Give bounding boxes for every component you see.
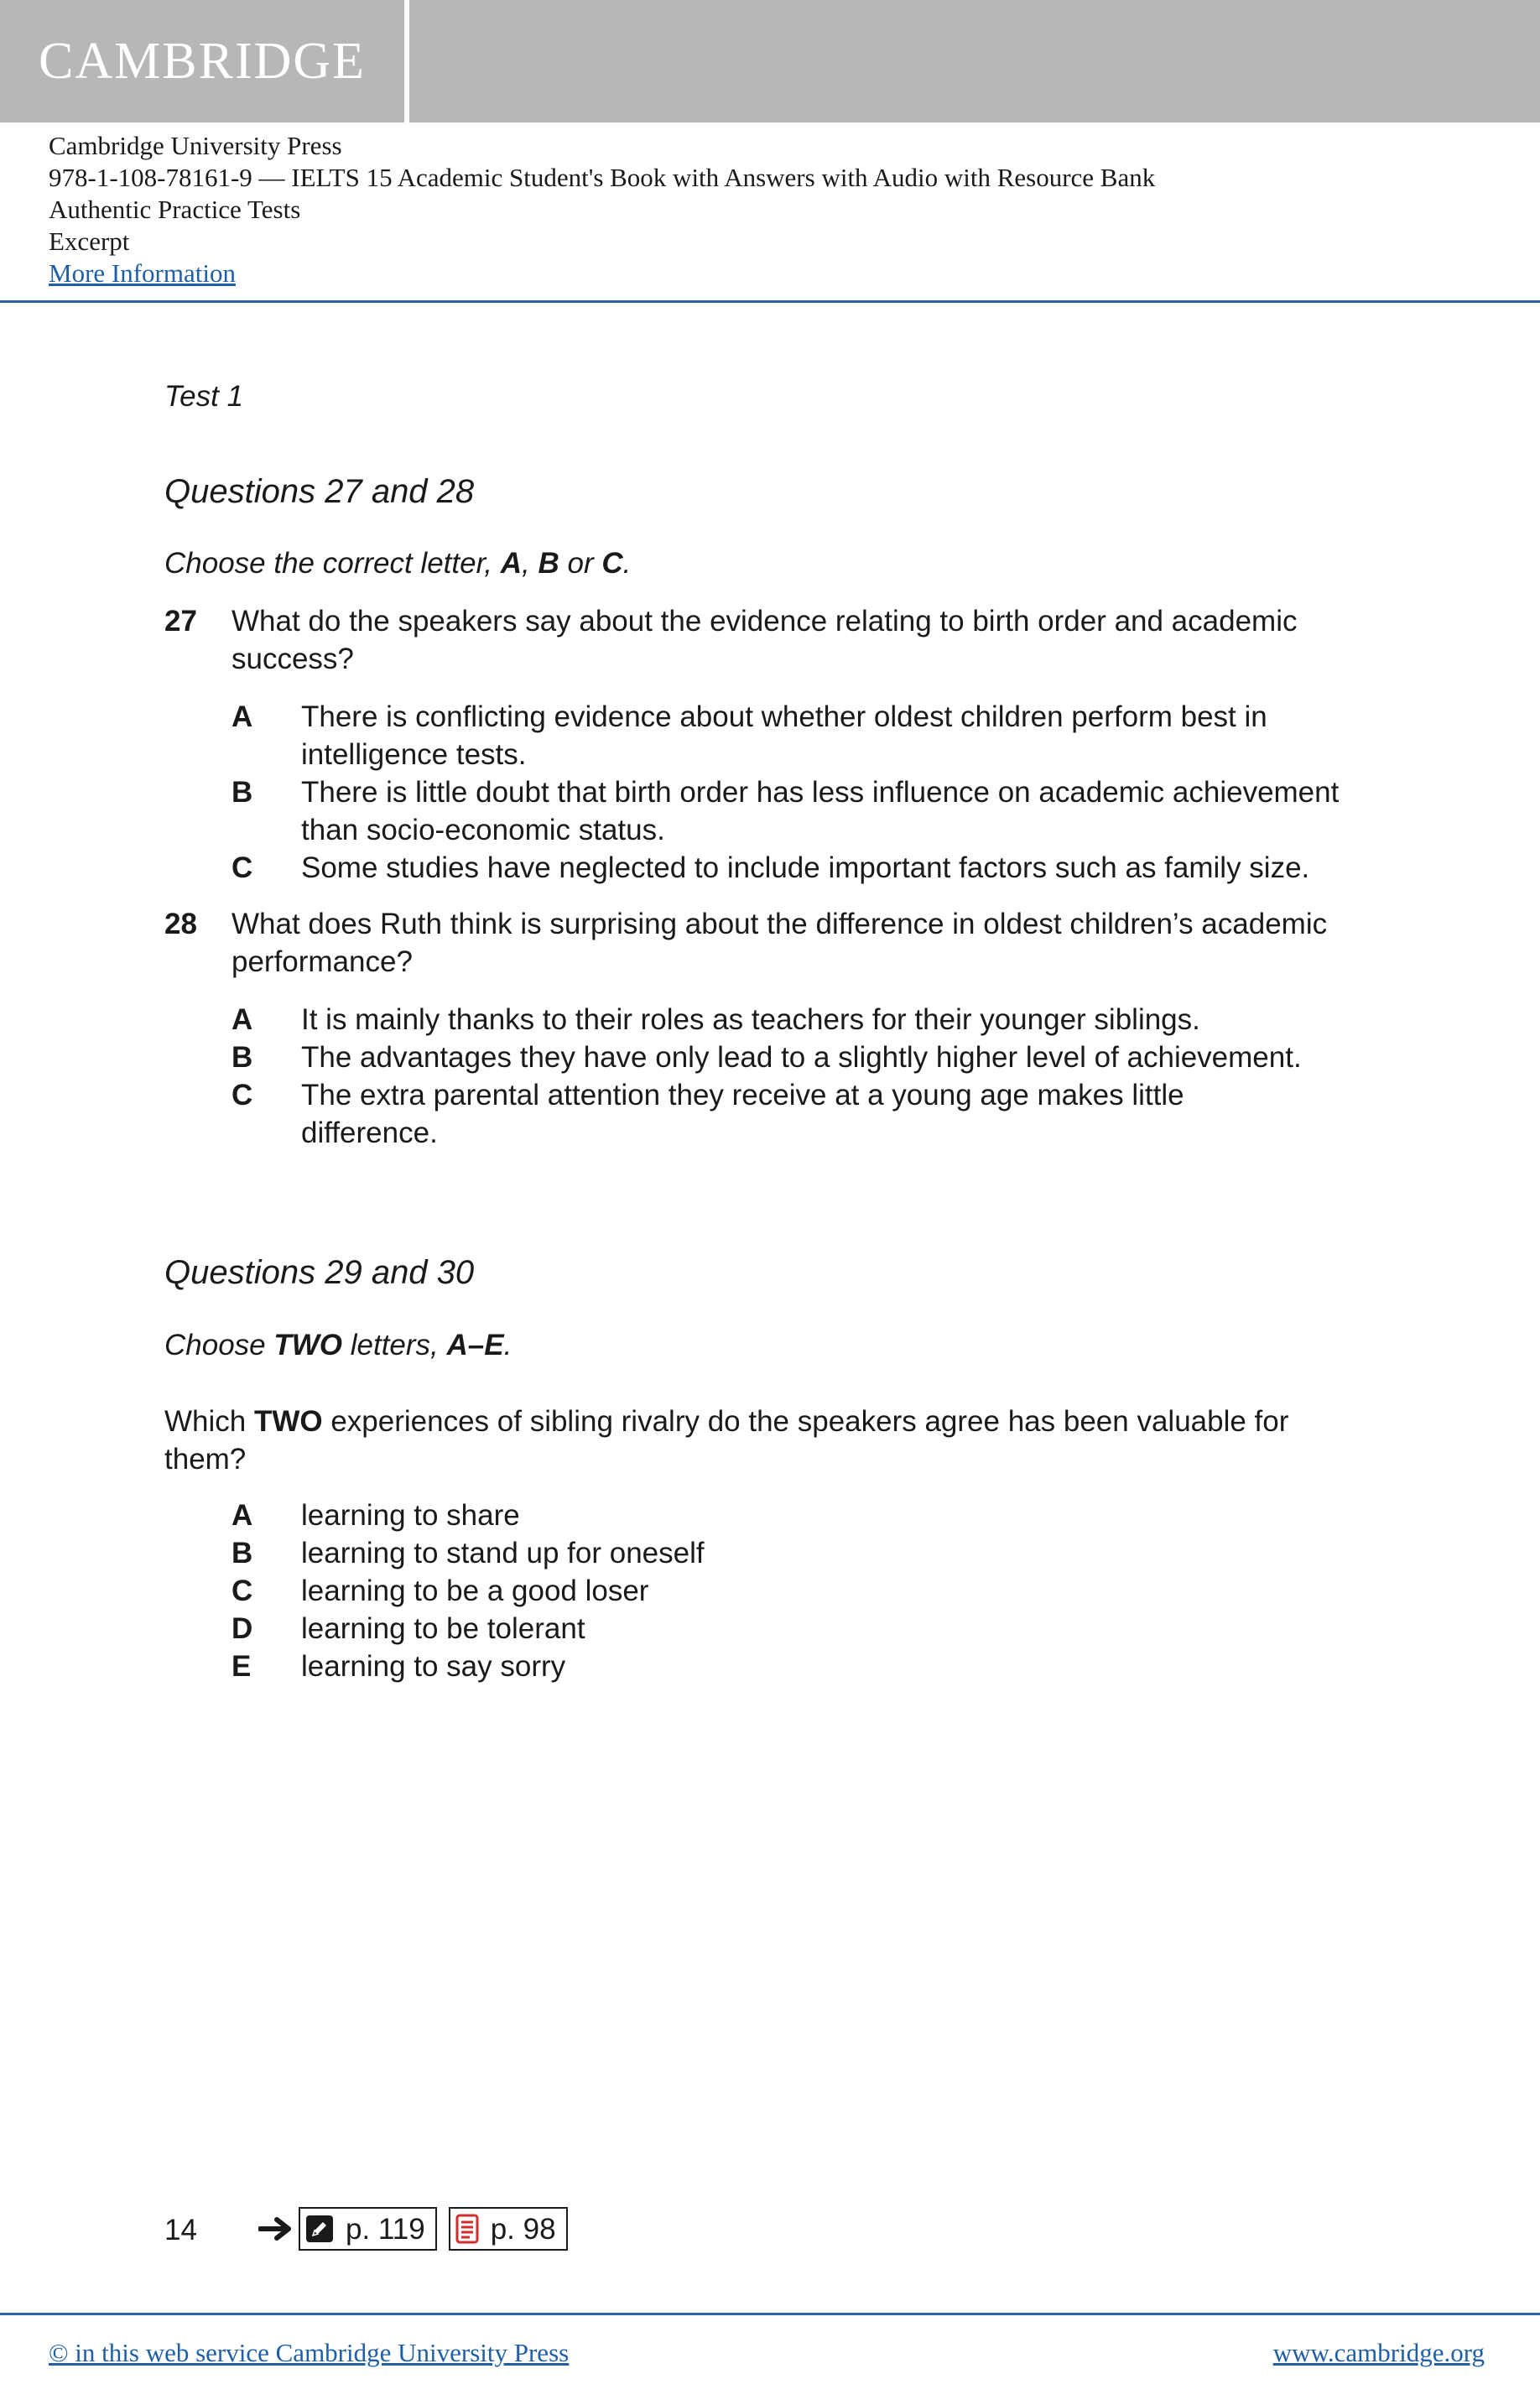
option-letter: B [232, 1041, 253, 1074]
option-text: learning to stand up for oneself [301, 1537, 705, 1569]
option-text: learning to be a good loser [301, 1575, 649, 1607]
question-27-options [232, 698, 1406, 887]
question-text: What does Ruth think is surprising about the difference in oldest children’s academic performance? [232, 908, 1328, 978]
answer-key-reference[interactable] [299, 2207, 437, 2251]
option-letter: A [232, 1003, 253, 1036]
more-information-link[interactable]: More Information [49, 258, 236, 288]
header-divider [404, 0, 409, 122]
instruction-end: . [503, 1329, 512, 1361]
question-29-30-text [164, 1403, 1406, 1478]
option-letter: B [232, 1537, 253, 1569]
option-letter: C [232, 851, 253, 884]
question-28-options [232, 1001, 1406, 1152]
option-letter: A [232, 700, 253, 733]
question-number: 28 [164, 908, 197, 940]
option-a[interactable] [232, 698, 1406, 773]
arrow-right-icon [258, 2215, 294, 2242]
option-a[interactable] [232, 1001, 1406, 1039]
option-text: There is little doubt that birth order has less influence on academic achievement than socio-economic status. [301, 776, 1340, 846]
option-text: learning to share [301, 1499, 520, 1532]
instruction-29-30 [164, 1326, 1406, 1364]
book-metadata [49, 130, 1155, 289]
option-text: The advantages they have only lead to a slightly higher level of achievement. [301, 1041, 1302, 1074]
question-post: experiences of sibling rivalry do the speakers agree has been valuable for them? [164, 1405, 1289, 1476]
transcript-reference[interactable] [449, 2207, 568, 2251]
question-pre: Which [164, 1405, 254, 1438]
option-letter: A [232, 1499, 253, 1532]
question-bold: TWO [253, 1405, 323, 1438]
document-icon [455, 2214, 479, 2244]
page-number: 14 [164, 2214, 197, 2246]
option-text: The extra parental attention they receive at a young age makes little difference. [301, 1079, 1184, 1149]
option-text: Some studies have neglected to include important factors such as family size. [301, 851, 1310, 884]
option-letter: C [232, 1575, 253, 1607]
book-title: 978-1-108-78161-9 — IELTS 15 Academic Student's Book with Answers with Audio with Resource Bank [49, 163, 1156, 192]
instruction-letter-a: A [500, 547, 523, 580]
option-c[interactable] [232, 849, 1406, 887]
option-b[interactable] [232, 1534, 1406, 1572]
option-b[interactable] [232, 773, 1406, 849]
section-title-27-28: Questions 27 and 28 [164, 473, 475, 510]
instruction-27-28 [164, 544, 1406, 582]
option-a[interactable] [232, 1497, 1406, 1534]
option-c[interactable] [232, 1572, 1406, 1610]
top-divider [0, 300, 1540, 303]
option-d[interactable] [232, 1610, 1406, 1648]
copyright-link[interactable]: © in this web service Cambridge University Press [49, 2338, 570, 2367]
option-letter: B [232, 776, 253, 809]
option-text: There is conflicting evidence about whether oldest children perform best in intelligence tests. [301, 700, 1267, 771]
answer-key-page: p. 119 [346, 2212, 425, 2246]
instruction-sep: , [522, 547, 538, 580]
book-subtitle: Authentic Practice Tests [49, 195, 301, 224]
instruction-text: Choose [164, 1329, 274, 1361]
bottom-divider [0, 2313, 1540, 2315]
question-number: 27 [164, 605, 197, 638]
cambridge-logo: CAMBRIDGE [39, 33, 367, 90]
answer-references [258, 2207, 580, 2251]
pencil-icon [305, 2215, 334, 2243]
question-text: What do the speakers say about the evidence relating to birth order and academic success? [232, 605, 1298, 675]
option-letter: C [232, 1079, 253, 1111]
test-label: Test 1 [164, 380, 244, 413]
question-28 [164, 905, 1406, 1152]
option-c[interactable] [232, 1076, 1406, 1152]
instruction-text: Choose the correct letter, [164, 547, 501, 580]
section-title-29-30: Questions 29 and 30 [164, 1254, 475, 1291]
question-27 [164, 602, 1406, 887]
instruction-mid: letters, [342, 1329, 447, 1361]
option-letter: D [232, 1612, 253, 1645]
instruction-bold: TWO [273, 1329, 343, 1361]
website-link[interactable]: www.cambridge.org [1272, 2338, 1485, 2367]
excerpt-label: Excerpt [49, 226, 130, 256]
option-text: learning to say sorry [301, 1650, 566, 1683]
instruction-range: A–E [446, 1329, 504, 1361]
option-text: learning to be tolerant [301, 1612, 585, 1645]
instruction-letter-b: B [538, 547, 559, 580]
publisher-name: Cambridge University Press [49, 131, 342, 160]
page-content [164, 377, 1406, 1685]
instruction-letter-c: C [601, 547, 623, 580]
instruction-end: . [622, 547, 632, 580]
option-text: It is mainly thanks to their roles as teachers for their younger siblings. [301, 1003, 1200, 1036]
transcript-page: p. 98 [490, 2212, 556, 2246]
option-b[interactable] [232, 1039, 1406, 1076]
option-letter: E [232, 1650, 252, 1683]
option-e[interactable] [232, 1648, 1406, 1685]
instruction-or: or [559, 547, 602, 580]
question-29-30-options [232, 1497, 1406, 1685]
